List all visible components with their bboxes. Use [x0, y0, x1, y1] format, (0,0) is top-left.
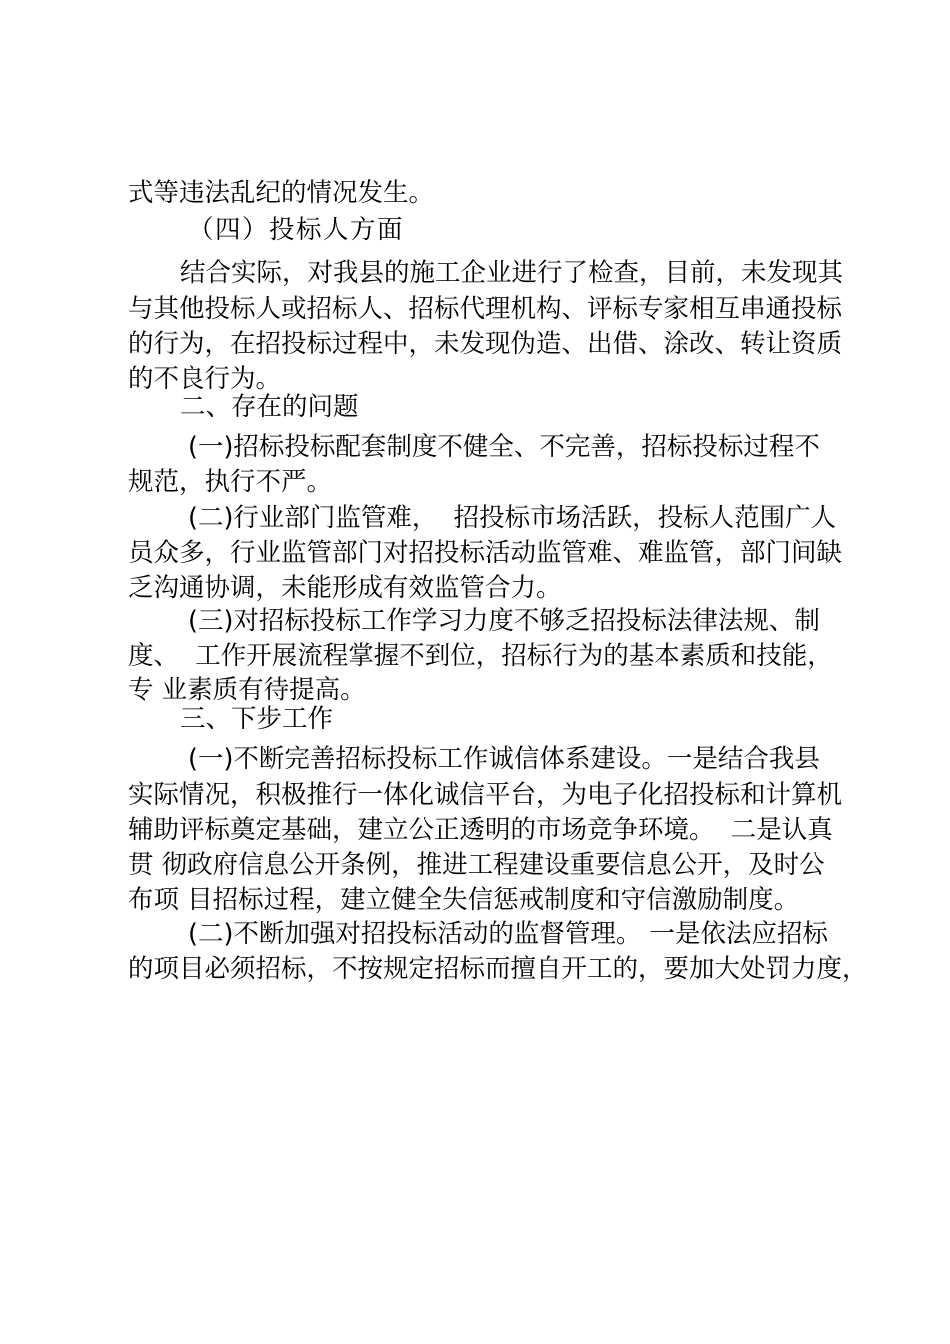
text-line: 规范，执行不严。 — [128, 467, 333, 497]
text-line: 贯 彻政府信息公开条例，推进工程建设重要信息公开，及时公 — [128, 850, 825, 880]
text-line: 的行为，在招投标过程中，未发现伪造、出借、涂改、转让资质 — [128, 329, 843, 359]
text-line: (三)对招标投标工作学习力度不够乏招投标法律法规、制 — [188, 606, 820, 636]
text-line: (二)行业部门监管难， 招投标市场活跃，投标人范围广人 — [188, 503, 837, 533]
section-heading-next-steps: 三、下步工作 — [180, 704, 334, 734]
text-line: (一)招标投标配套制度不健全、不完善，招标投标过程不 — [188, 432, 820, 462]
text-line: 实际情况，积极推行一体化诚信平台，为电子化招投标和计算机 — [128, 780, 843, 810]
text-line: 乏沟通协调，未能形成有效监管合力。 — [128, 573, 562, 603]
section-heading-bidders: （四）投标人方面 — [188, 215, 405, 245]
text-line: 式等违法乱纪的情况发生。 — [128, 178, 435, 208]
text-line: 与其他投标人或招标人、招标代理机构、评标专家相互串通投标 — [128, 294, 843, 324]
text-line: 的不良行为。 — [128, 364, 282, 394]
text-line: 专 业素质有待提高。 — [128, 675, 366, 705]
text-line: 的项目必须招标，不按规定招标而擅自开工的，要加大处罚力度， — [128, 954, 868, 984]
text-line: (二)不断加强对招投标活动的监督管理。 一是依法应招标 — [188, 919, 829, 949]
section-heading-problems: 二、存在的问题 — [180, 392, 359, 422]
text-line: 结合实际，对我县的施工企业进行了检查，目前，未发现其 — [180, 258, 844, 288]
text-line: 布项 目招标过程，建立健全失信惩戒制度和守信激励制度。 — [128, 885, 800, 915]
text-line: 辅助评标奠定基础，建立公正透明的市场竞争环境。 二是认真 — [128, 815, 833, 845]
text-line: (一)不断完善招标投标工作诚信体系建设。一是结合我县 — [188, 744, 820, 774]
text-line: 员众多，行业监管部门对招投标活动监管难、难监管，部门间缺 — [128, 538, 843, 568]
text-line: 度、 工作开展流程掌握不到位，招标行为的基本素质和技能， — [128, 641, 833, 671]
